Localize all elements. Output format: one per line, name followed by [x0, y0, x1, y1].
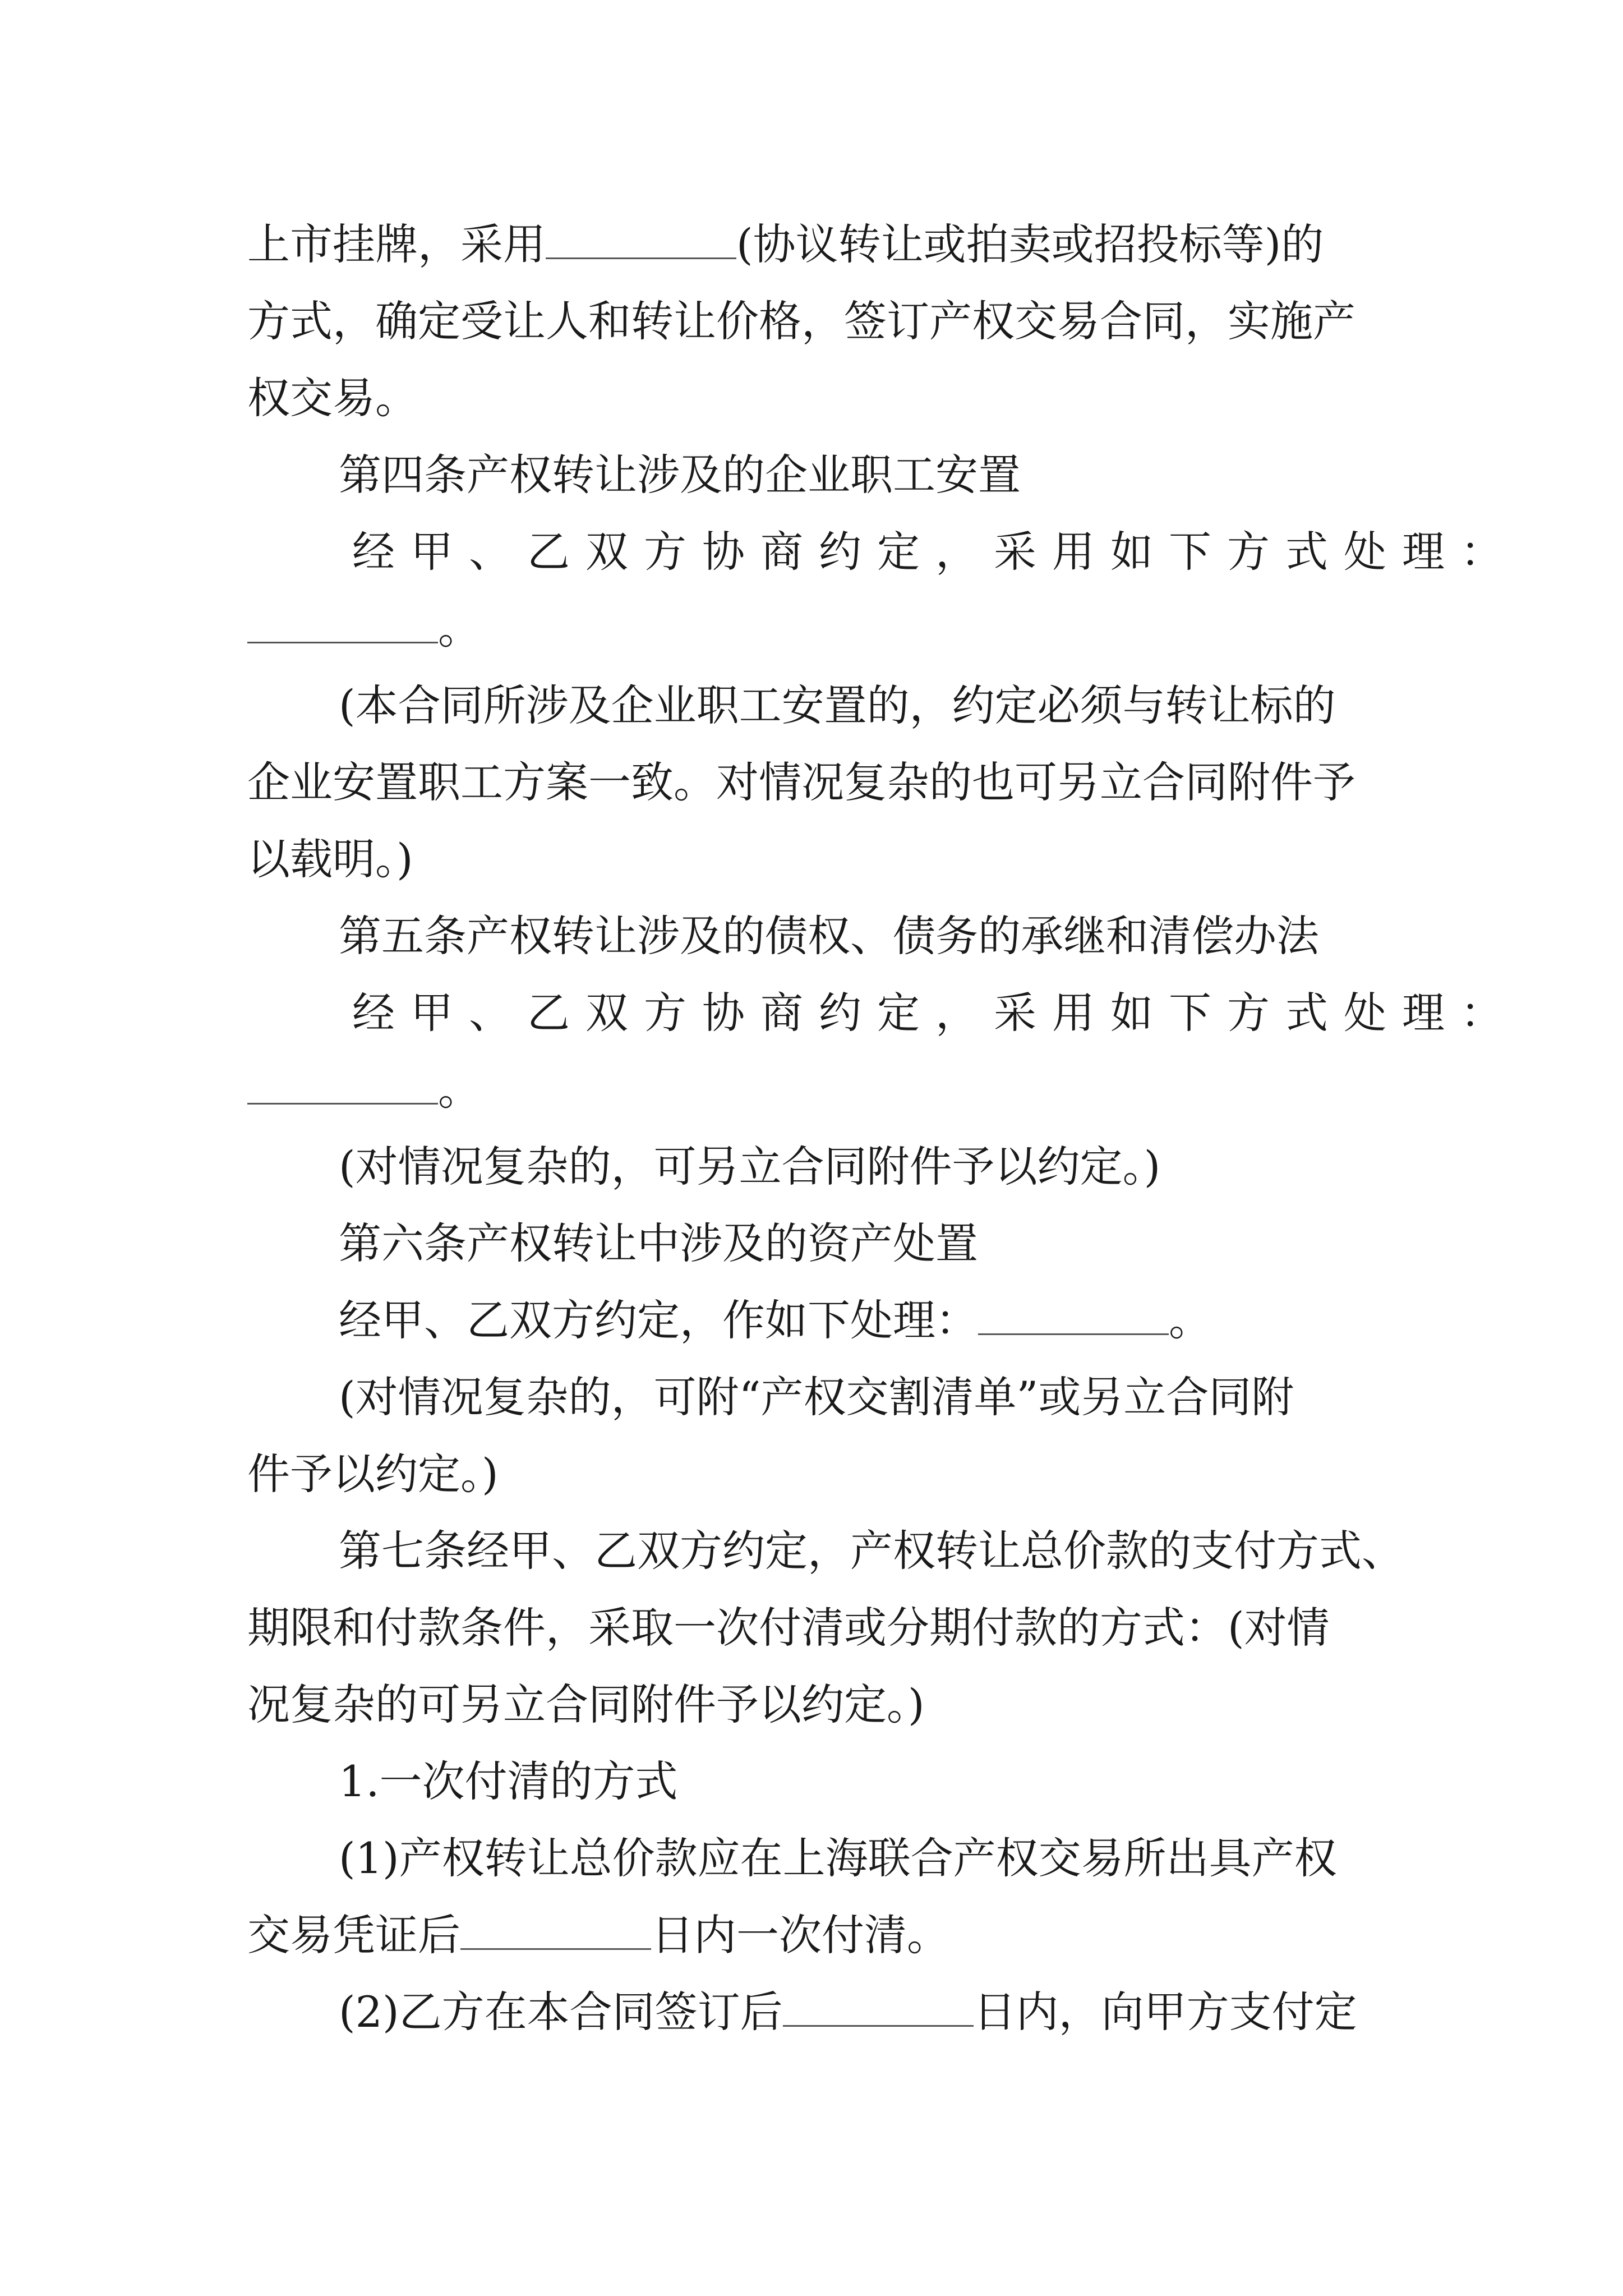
- text-line: 方式，确定受让人和转让价格，签订产权交易合同，实施产: [247, 296, 1355, 346]
- text-line: 件予以约定。): [247, 1449, 499, 1499]
- article-7-heading: 第七条经甲、乙双方约定，产权转让总价款的支付方式、: [339, 1526, 1404, 1576]
- text-line: 。: [247, 601, 481, 657]
- text-line: (对情况复杂的，可附“产权交割清单”或另立合同附: [339, 1372, 1294, 1422]
- text-line: 上市挂牌，采用 (协议转让或拍卖或招投标等)的: [247, 219, 1324, 269]
- text-line: 经甲、乙双方协商约定，采用如下方式处理：: [352, 988, 1519, 1038]
- fill-in-blank[interactable]: [783, 1991, 974, 2027]
- text-line: 经甲、乙双方协商约定，采用如下方式处理：: [352, 527, 1519, 577]
- text-line: 。: [247, 1062, 481, 1118]
- text-line: 以载明。): [247, 834, 413, 884]
- text-line: 企业安置职工方案一致。对情况复杂的也可另立合同附件予: [247, 757, 1355, 807]
- fill-in-blank[interactable]: [460, 1915, 651, 1950]
- text-line: (2)乙方在本合同签订后 日内，向甲方支付定: [339, 1987, 1357, 2037]
- subsection-heading: 1.一次付清的方式: [339, 1756, 678, 1806]
- text-line: (1)产权转让总价款应在上海联合产权交易所出具产权: [339, 1833, 1337, 1883]
- text-line: 经甲、乙双方约定，作如下处理： 。: [339, 1295, 1211, 1345]
- text-line: 交易凭证后 日内一次付清。: [247, 1910, 949, 1960]
- fill-in-blank[interactable]: [978, 1300, 1169, 1335]
- text-line: 况复杂的可另立合同附件予以约定。): [247, 1680, 925, 1729]
- text-line: 期限和付款条件，采取一次付清或分期付款的方式：(对情: [247, 1603, 1330, 1653]
- article-5-heading: 第五条产权转让涉及的债权、债务的承继和清偿办法: [339, 911, 1319, 961]
- fill-in-blank[interactable]: [247, 1069, 438, 1105]
- fill-in-blank[interactable]: [546, 224, 736, 259]
- text-line: (本合同所涉及企业职工安置的，约定必须与转让标的: [339, 680, 1336, 730]
- text-line: (对情况复杂的，可另立合同附件予以约定。): [339, 1142, 1161, 1191]
- text-line: 权交易。: [247, 373, 418, 423]
- article-4-heading: 第四条产权转让涉及的企业职工安置: [339, 450, 1021, 500]
- fill-in-blank[interactable]: [247, 608, 438, 643]
- article-6-heading: 第六条产权转让中涉及的资产处置: [339, 1218, 978, 1268]
